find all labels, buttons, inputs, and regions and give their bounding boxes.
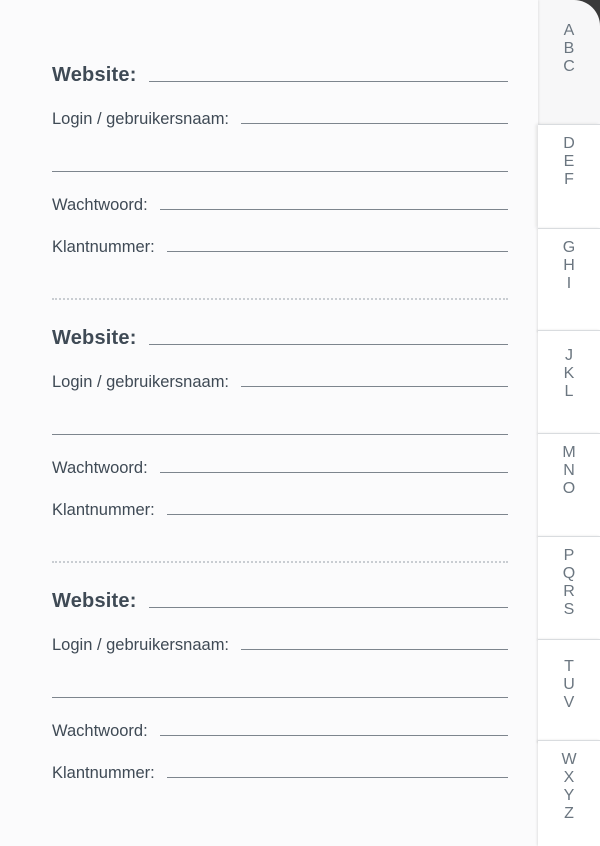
customer-number-line[interactable] — [167, 251, 508, 252]
customer-number-line[interactable] — [167, 514, 508, 515]
tab-letter: I — [566, 275, 572, 292]
tab-letter: Q — [562, 565, 576, 582]
login-line[interactable] — [241, 386, 508, 387]
tab-letter: U — [563, 676, 575, 693]
password-line[interactable] — [160, 209, 508, 210]
tab-letter: J — [565, 347, 573, 364]
tab-letter: V — [563, 694, 575, 711]
tab-letter: X — [563, 769, 575, 786]
website-line[interactable] — [149, 81, 508, 82]
password-label: Wachtwoord: — [52, 196, 148, 214]
tab-def[interactable] — [538, 124, 600, 228]
tab-letter: O — [562, 480, 576, 497]
tab-wxyz[interactable] — [538, 740, 600, 846]
tab-abc[interactable] — [538, 0, 600, 124]
login-label: Login / gebruikersnaam: — [52, 373, 230, 391]
tab-letter: P — [563, 547, 575, 564]
website-label: Website: — [52, 64, 137, 86]
tab-letter: C — [563, 58, 575, 75]
tab-letter: B — [563, 40, 575, 57]
password-line[interactable] — [160, 735, 508, 736]
tab-letter: T — [564, 658, 574, 675]
website-line[interactable] — [149, 607, 508, 608]
login-extra-line[interactable] — [52, 434, 508, 435]
entry-separator — [52, 561, 508, 563]
tab-letter: Y — [563, 787, 575, 804]
login-extra-line[interactable] — [52, 171, 508, 172]
tab-letter: Z — [564, 805, 574, 822]
website-line[interactable] — [149, 344, 508, 345]
website-label: Website: — [52, 590, 137, 612]
login-line[interactable] — [241, 649, 508, 650]
tab-letter: L — [564, 383, 574, 400]
tab-letter: H — [563, 257, 575, 274]
password-line[interactable] — [160, 472, 508, 473]
login-label: Login / gebruikersnaam: — [52, 636, 230, 654]
tab-ghi[interactable] — [538, 228, 600, 332]
customer-number-label: Klantnummer: — [52, 238, 155, 256]
tab-letter: A — [563, 22, 575, 39]
tab-tuv[interactable] — [538, 639, 600, 743]
tab-letter: K — [563, 365, 575, 382]
tab-letter: E — [563, 153, 575, 170]
tab-mno[interactable] — [538, 433, 600, 537]
tab-letter: G — [562, 239, 576, 256]
tab-letter: M — [562, 444, 576, 461]
tab-letter: D — [563, 135, 575, 152]
alphabet-tabs — [538, 0, 600, 846]
password-label: Wachtwoord: — [52, 459, 148, 477]
tab-letter: N — [563, 462, 575, 479]
tab-jkl[interactable] — [538, 330, 600, 434]
tab-letter: R — [563, 583, 575, 600]
tab-letter: S — [563, 601, 575, 618]
customer-number-label: Klantnummer: — [52, 764, 155, 782]
customer-number-label: Klantnummer: — [52, 501, 155, 519]
password-label: Wachtwoord: — [52, 722, 148, 740]
website-label: Website: — [52, 327, 137, 349]
tab-letter: W — [561, 751, 577, 768]
login-extra-line[interactable] — [52, 697, 508, 698]
tab-letter: F — [564, 171, 574, 188]
login-line[interactable] — [241, 123, 508, 124]
login-label: Login / gebruikersnaam: — [52, 110, 230, 128]
entry-separator — [52, 298, 508, 300]
customer-number-line[interactable] — [167, 777, 508, 778]
tab-pqrs[interactable] — [538, 536, 600, 640]
